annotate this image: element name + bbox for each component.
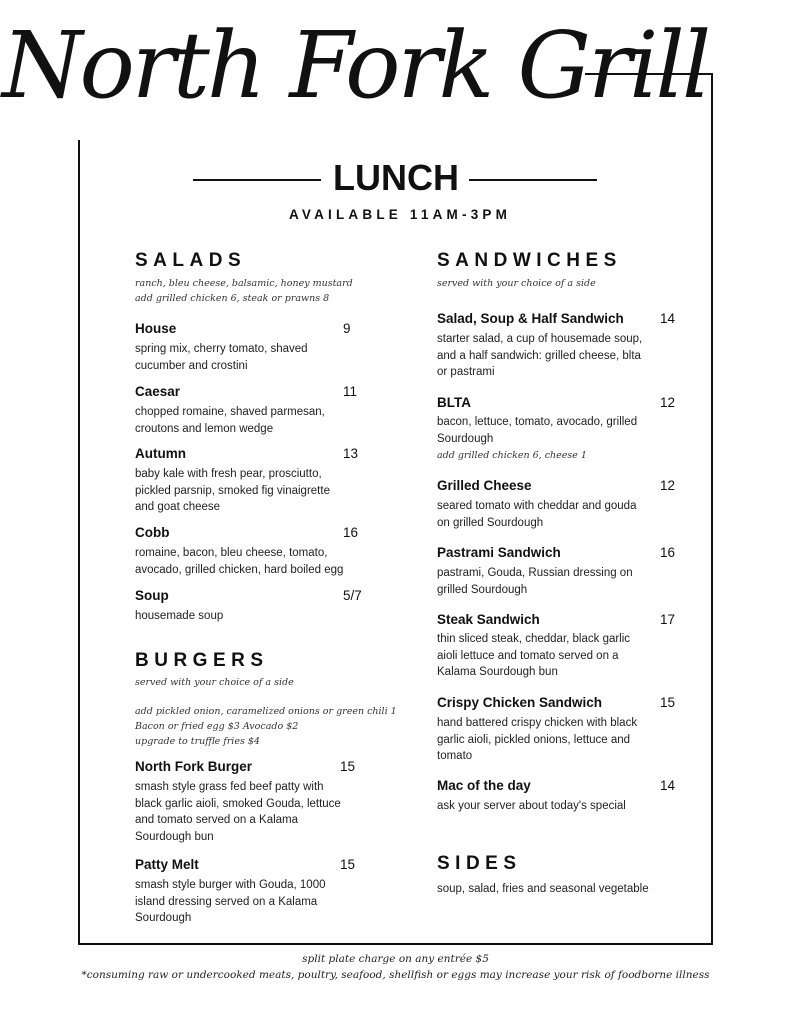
menu-item-desc: chopped romaine, shaved parmesan, croutons and lemon wedge	[135, 406, 325, 435]
burgers-heading: BURGERS	[135, 650, 269, 671]
menu-item-desc: romaine, bacon, bleu cheese, tomato, avocado, grilled chicken, hard boiled egg	[135, 547, 344, 576]
menu-item-name: House	[135, 321, 177, 336]
menu-item-name: Soup	[135, 588, 169, 603]
menu-item-name: Autumn	[135, 446, 186, 461]
burgers-note-extras: Bacon or fried egg $3 Avocado $2	[135, 721, 299, 732]
sandwiches-heading: SANDWICHES	[437, 250, 622, 271]
menu-item-price: 11	[343, 384, 358, 399]
menu-item-price: 15	[340, 857, 356, 872]
frame-left-line	[78, 140, 80, 945]
restaurant-name: North Fork Grill	[2, 12, 709, 119]
menu-item-name: Patty Melt	[135, 857, 199, 872]
menu-item-price: 16	[343, 525, 359, 540]
menu-item-desc: spring mix, cherry tomato, shaved cucumber and crostini	[135, 343, 308, 372]
sandwiches-note-side: served with your choice of a side	[437, 278, 596, 289]
menu-item-price: 12	[660, 395, 676, 410]
menu-item-price: 5/7	[343, 588, 362, 603]
menu-item-price: 9	[343, 321, 351, 336]
menu-item-desc: thin sliced steak, cheddar, black garlic aioli lettuce and tomato served on a Kalama Sourdough bun	[437, 633, 631, 678]
menu-item-desc: smash style burger with Gouda, 1000 island dressing served on a Kalama Sourdough	[135, 879, 326, 924]
menu-item-price: 15	[660, 695, 676, 710]
salads-heading: SALADS	[135, 250, 247, 271]
menu-item-desc: bacon, lettuce, tomato, avocado, grilled Sourdough	[437, 416, 638, 445]
menu-item-name: Pastrami Sandwich	[437, 545, 561, 560]
frame-right-line	[711, 73, 713, 945]
menu-item-desc: seared tomato with cheddar and gouda on grilled Sourdough	[437, 500, 637, 529]
menu-item-name: Mac of the day	[437, 778, 531, 793]
split-plate-note: split plate charge on any entrée $5	[302, 953, 489, 965]
menu-item-price: 13	[343, 446, 359, 461]
frame-bottom-line	[78, 943, 713, 945]
burgers-note-addons: add pickled onion, caramelized onions or green chili 1	[135, 706, 397, 717]
menu-item-desc: starter salad, a cup of housemade soup, and a half sandwich: grilled cheese, blta or pastrami	[437, 333, 643, 378]
menu-item-desc: hand battered crispy chicken with black garlic aioli, pickled onions, lettuce and tomato	[437, 717, 638, 762]
salads-note-addons: add grilled chicken 6, steak or prawns 8	[135, 293, 330, 304]
burgers-note-upgrade: upgrade to truffle fries $4	[135, 736, 260, 747]
menu-item-name: Salad, Soup & Half Sandwich	[437, 311, 624, 326]
menu-item-name: Caesar	[135, 384, 181, 399]
title-rule-right	[469, 179, 597, 181]
blta-addon-note: add grilled chicken 6, cheese 1	[437, 450, 587, 461]
menu-item-price: 17	[660, 612, 676, 627]
menu-item-price: 15	[340, 759, 356, 774]
sides-heading: SIDES	[437, 853, 522, 874]
menu-item-price: 14	[660, 311, 676, 326]
menu-title: LUNCH	[333, 157, 459, 198]
salads-note-dressings: ranch, bleu cheese, balsamic, honey mustard	[135, 278, 353, 289]
menu-item-desc: housemade soup	[135, 610, 224, 622]
food-safety-warning: *consuming raw or undercooked meats, poultry, seafood, shellfish or eggs may increase your risk of foodborne illness	[81, 969, 710, 981]
menu-item-desc: ask your server about today's special	[437, 800, 626, 812]
menu-item-price: 16	[660, 545, 676, 560]
burgers-note-side: served with your choice of a side	[135, 677, 294, 688]
menu-item-desc: baby kale with fresh pear, prosciutto, pickled parsnip, smoked fig vinaigrette and goat cheese	[135, 468, 330, 513]
menu-item-name: Crispy Chicken Sandwich	[437, 695, 603, 710]
menu-item-desc: smash style grass fed beef patty with black garlic aioli, smoked Gouda, lettuce and tomato served on a Kalama Sourdough bun	[135, 781, 341, 843]
menu-item-name: North Fork Burger	[135, 759, 253, 774]
menu-item-name: Cobb	[135, 525, 170, 540]
availability: AVAILABLE 11AM-3PM	[288, 207, 512, 222]
menu-item-name: Grilled Cheese	[437, 478, 532, 493]
menu-item-desc: pastrami, Gouda, Russian dressing on grilled Sourdough	[437, 567, 633, 596]
sides-desc: soup, salad, fries and seasonal vegetable	[437, 883, 649, 895]
menu-item-name: Steak Sandwich	[437, 612, 540, 627]
menu-item-name: BLTA	[437, 395, 471, 410]
menu-item-price: 12	[660, 478, 676, 493]
menu-item-price: 14	[660, 778, 676, 793]
title-rule-left	[193, 179, 321, 181]
